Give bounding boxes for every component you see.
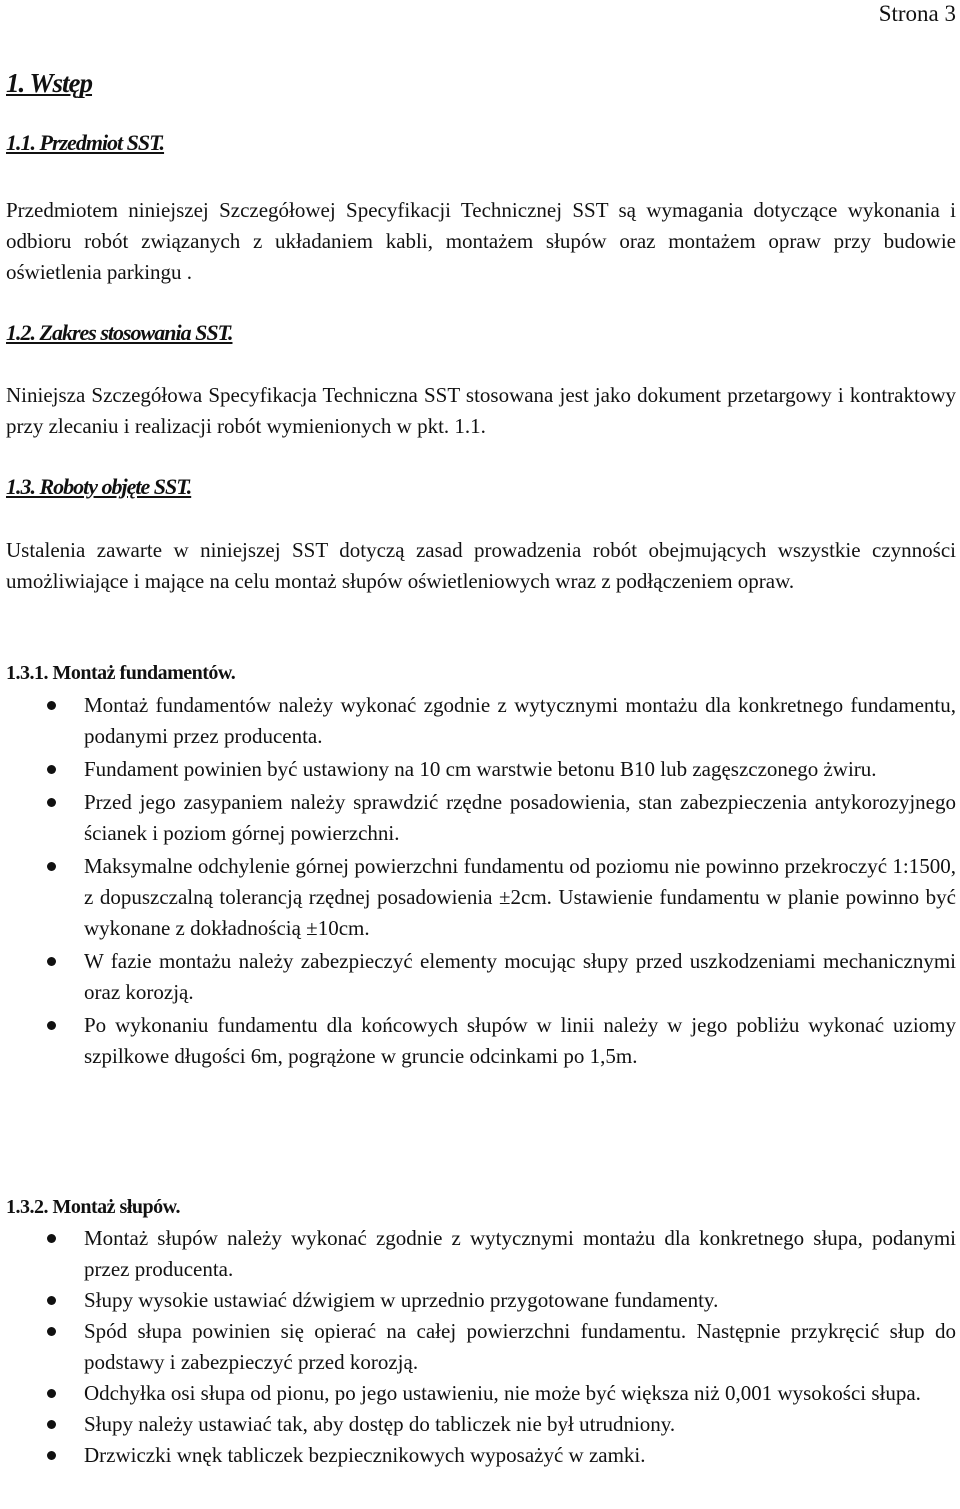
section-heading-wstep: 1. Wstęp [6, 68, 93, 98]
list-item [6, 690, 956, 752]
section-heading-montaz-fundamentow: 1.3.1. Montaż fundamentów. [6, 662, 236, 684]
document-page [6, 0, 956, 1509]
list-item-text: Po wykonaniu fundamentu dla końcowych słupów w linii należy w jego pobliżu wykonać uziomy szpilkowe długości 6m, pogrążone w gruncie odcinkami po 1,5m. [84, 1013, 956, 1068]
bullet-dot-icon [47, 765, 56, 774]
list-item-text: Przed jego zasypaniem należy sprawdzić rzędne posadowienia, stan zabezpieczenia antykorozyjnego ścianek i poziom górnej powierzchni. [84, 790, 956, 845]
section-heading-roboty: 1.3. Roboty objęte SST. [6, 474, 192, 499]
list-item [6, 946, 956, 1008]
bullet-dot-icon [47, 798, 56, 807]
list-item-text: Maksymalne odchylenie górnej powierzchni fundamentu od poziomu nie powinno przekroczyć 1:1500, z dopuszczalną tolerancją rzędnej posadowienia ±2cm. Ustawienie fundamentu w planie powinno być wykonane z dokładnością ±10cm. [84, 854, 956, 940]
bullet-dot-icon [47, 1451, 56, 1460]
bullet-dot-icon [47, 1420, 56, 1429]
list-item-text: Słupy wysokie ustawiać dźwigiem w uprzednio przygotowane fundamenty. [84, 1288, 719, 1312]
bullet-dot-icon [47, 701, 56, 710]
section-heading-zakres: 1.2. Zakres stosowania SST. [6, 320, 233, 345]
list-item [6, 1440, 956, 1471]
list-montaz-fundamentow [6, 690, 956, 1072]
bullet-dot-icon [47, 1021, 56, 1030]
paragraph-przedmiot: Przedmiotem niniejszej Szczegółowej Specyfikacji Technicznej SST są wymagania dotyczące wykonania i odbioru robót związanych z układaniem kabli, montażem słupów oraz montażem opraw przy budowie oświetlenia parkingu . [6, 198, 956, 284]
list-item-text: Spód słupa powinien się opierać na całej powierzchni fundamentu. Następnie przykręcić słup do podstawy i zabezpieczyć przed korozją. [84, 1319, 956, 1374]
list-item [6, 1316, 956, 1378]
bullet-dot-icon [47, 1327, 56, 1336]
list-item-text: W fazie montażu należy zabezpieczyć elementy mocując słupy przed uszkodzeniami mechanicznymi oraz korozją. [84, 949, 956, 1004]
bullet-dot-icon [47, 957, 56, 966]
list-item-text: Odchyłka osi słupa od pionu, po jego ustawieniu, nie może być większa niż 0,001 wysokości słupa. [84, 1381, 921, 1405]
bullet-dot-icon [47, 1234, 56, 1243]
list-item-text: Fundament powinien być ustawiony na 10 cm warstwie betonu B10 lub zagęszczonego żwiru. [84, 757, 877, 781]
bullet-dot-icon [47, 1296, 56, 1305]
list-item-text: Słupy należy ustawiać tak, aby dostęp do tabliczek nie był utrudniony. [84, 1412, 676, 1436]
list-item [6, 1285, 956, 1316]
list-item-text: Montaż fundamentów należy wykonać zgodnie z wytycznymi montażu dla konkretnego fundamentu, podanymi przez producenta. [84, 693, 956, 748]
list-item [6, 1409, 956, 1440]
list-item [6, 1378, 956, 1409]
list-montaz-slupow [6, 1223, 956, 1471]
section-heading-montaz-slupow: 1.3.2. Montaż słupów. [6, 1196, 180, 1218]
list-item-text: Montaż słupów należy wykonać zgodnie z wytycznymi montażu dla konkretnego słupa, podanymi przez producenta. [84, 1226, 956, 1281]
section-heading-przedmiot: 1.1. Przedmiot SST. [6, 130, 165, 155]
bullet-dot-icon [47, 1389, 56, 1398]
paragraph-roboty: Ustalenia zawarte w niniejszej SST dotyczą zasad prowadzenia robót obejmujących wszystkie czynności umożliwiające i mające na celu montaż słupów oświetleniowych wraz z podłączeniem opraw. [6, 538, 956, 593]
list-item [6, 1010, 956, 1072]
list-item-text: Drzwiczki wnęk tabliczek bezpiecznikowych wyposażyć w zamki. [84, 1443, 646, 1467]
paragraph-zakres: Niniejsza Szczegółowa Specyfikacja Techniczna SST stosowana jest jako dokument przetargowy i kontraktowy przy zlecaniu i realizacji robót wymienionych w pkt. 1.1. [6, 383, 956, 438]
bullet-dot-icon [47, 862, 56, 871]
list-item [6, 1223, 956, 1285]
list-item [6, 787, 956, 849]
list-item [6, 851, 956, 944]
list-item [6, 754, 956, 785]
page-number: Strona 3 [878, 1, 956, 26]
